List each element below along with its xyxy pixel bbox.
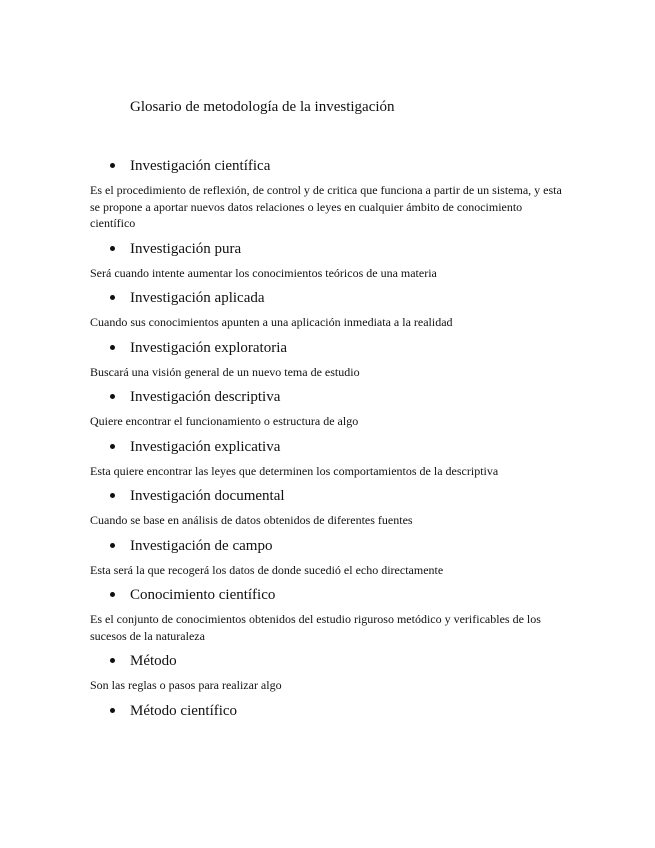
glossary-term: [90, 288, 570, 308]
glossary-term: [90, 156, 570, 176]
glossary-term: [90, 338, 570, 358]
term-definition: Esta quiere encontrar las leyes que determinen los comportamientos de la descriptiva: [90, 463, 499, 478]
glossary-term: [90, 387, 570, 407]
glossary-term: [90, 239, 570, 259]
term-definition: Cuando se base en análisis de datos obtenidos de diferentes fuentes: [90, 513, 413, 527]
term-label: Investigación explicativa: [130, 438, 281, 455]
term-label: Investigación documental: [130, 488, 285, 504]
term-definition: Buscará una visión general de un nuevo tema de estudio: [90, 364, 360, 379]
term-label: Investigación pura: [130, 240, 242, 257]
term-definition: Será cuando intente aumentar los conocimientos teóricos de una materia: [90, 265, 437, 280]
term-definition: Quiere encontrar el funcionamiento o estructura de algo: [90, 414, 359, 428]
term-definition: Cuando sus conocimientos apunten a una aplicación inmediata a la realidad: [90, 315, 453, 329]
glossary-term: [90, 585, 570, 605]
bullet-icon: [110, 444, 115, 449]
term-label: Método científico: [130, 702, 238, 719]
term-definition: Esta será la que recogerá los datos de donde sucedió el echo directamente: [90, 562, 444, 577]
glossary-term: [90, 701, 570, 721]
bullet-icon: [110, 493, 115, 498]
term-label: Investigación científica: [130, 158, 271, 174]
bullet-icon: [110, 394, 115, 399]
term-definition: Son las reglas o pasos para realizar algo: [90, 678, 282, 692]
bullet-icon: [110, 543, 115, 548]
glossary-term: [90, 437, 570, 457]
term-label: Conocimiento científico: [130, 587, 276, 603]
glossary-term: [90, 486, 570, 506]
term-label: Investigación de campo: [130, 537, 273, 554]
bullet-icon: [110, 295, 115, 300]
term-definition: Es el procedimiento de reflexión, de control y de critica que funciona a partir de un sistema, y esta se propone a aportar nuevos datos relaciones o leyes en cualquier ámbito de conocimiento científico: [90, 183, 562, 230]
bullet-icon: [110, 592, 115, 597]
term-label: Investigación exploratoria: [130, 339, 288, 356]
document-title: Glosario de metodología de la investigación: [130, 99, 395, 115]
glossary-term: [90, 651, 570, 671]
bullet-icon: [110, 658, 115, 663]
term-label: Método: [130, 653, 177, 669]
glossary-term: [90, 536, 570, 556]
term-label: Investigación descriptiva: [130, 389, 281, 405]
bullet-icon: [110, 345, 115, 350]
glossary-list: [90, 156, 570, 721]
bullet-icon: [110, 163, 115, 168]
bullet-icon: [110, 246, 115, 251]
term-definition: Es el conjunto de conocimientos obtenidos del estudio riguroso metódico y verificables de los sucesos de la naturaleza: [90, 612, 541, 643]
bullet-icon: [110, 708, 115, 713]
term-label: Investigación aplicada: [130, 290, 265, 306]
